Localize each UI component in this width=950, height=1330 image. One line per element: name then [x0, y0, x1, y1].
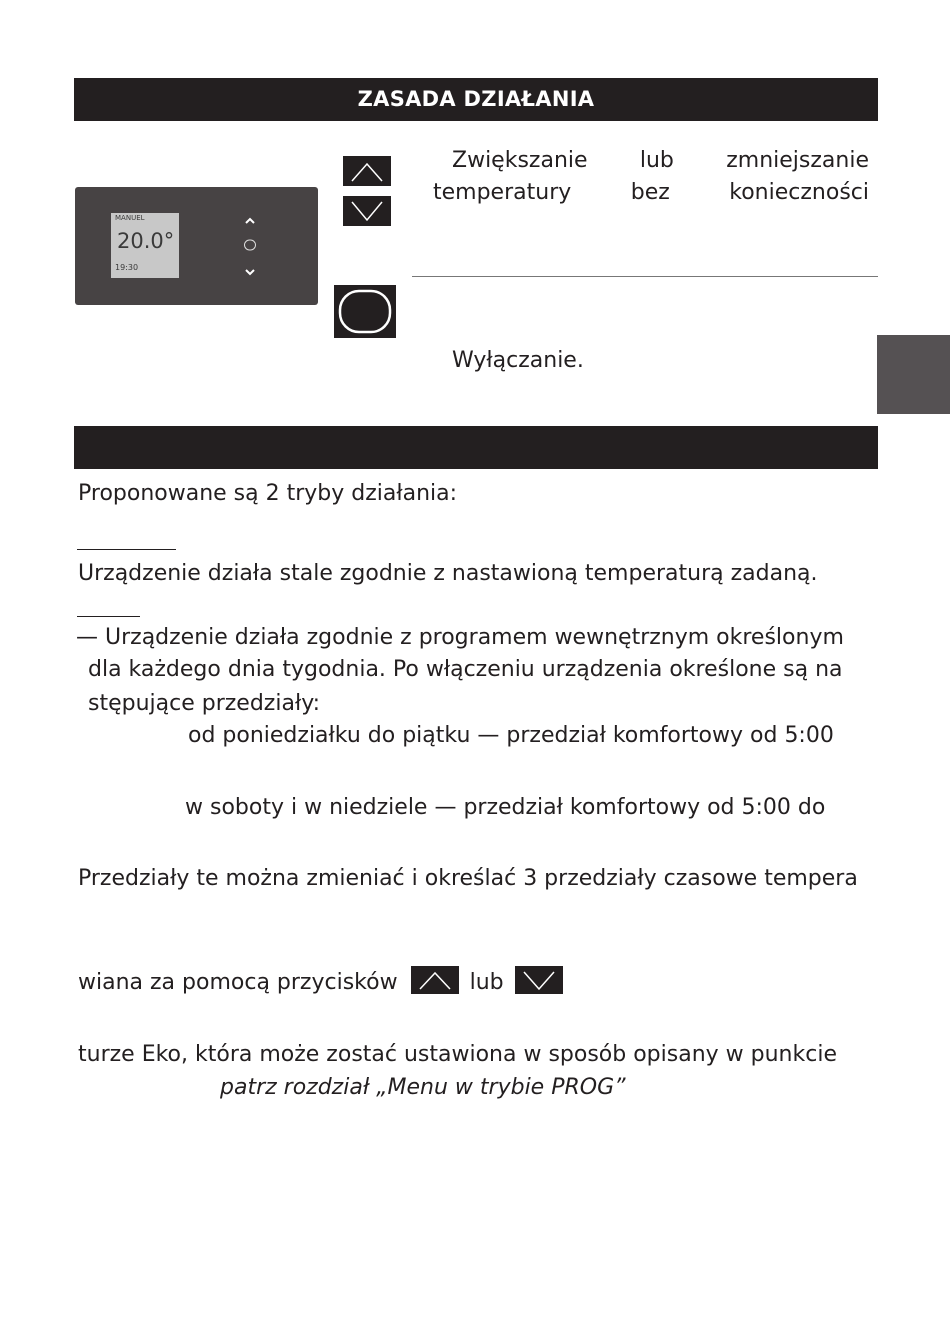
chapter-tab	[877, 335, 950, 414]
or-text: lub	[469, 970, 504, 995]
down-key-icon	[515, 966, 563, 994]
display-time: 19:30	[115, 263, 139, 272]
buttons-line	[78, 967, 563, 999]
buttons-line-text: wiana za pomocą przycisków	[78, 970, 398, 995]
divider	[412, 276, 878, 277]
circle-icon	[241, 239, 259, 253]
section-header-zasada	[74, 78, 878, 121]
prog-desc-line1: — Urządzenie działa zgodnie z programem wewnętrznym określonym	[76, 625, 844, 650]
word: Zwiększanie	[452, 148, 588, 173]
weekend-schedule: w soboty i w niedziele — przedział komfortowy od 5:00 do	[185, 795, 826, 820]
section-title: ZASADA DZIAŁANIA	[357, 87, 595, 111]
manual-mode-desc: Urządzenie działa stale zgodnie z nastawioną temperaturą zadaną.	[78, 561, 818, 586]
thermostat-display	[111, 213, 179, 278]
section-header-modes	[74, 426, 878, 469]
word: temperatury	[433, 180, 572, 205]
up-key-icon	[343, 156, 391, 186]
thermostat-illustration	[75, 187, 318, 305]
rule-prog	[77, 616, 140, 617]
power-description: Wyłączanie.	[452, 348, 584, 373]
chevron-up-icon	[241, 214, 259, 228]
word: bez	[630, 180, 670, 205]
updown-description-line2	[433, 177, 869, 209]
prog-desc-line3: stępujące przedziały:	[88, 691, 321, 716]
weekday-schedule: od poniedziałku do piątku — przedział komfortowy od 5:00	[188, 723, 834, 748]
up-key-icon	[411, 966, 459, 994]
prog-desc-line2: dla każdego dnia tygodnia. Po włączeniu urządzenia określone są na	[88, 657, 843, 682]
down-key-icon	[343, 196, 391, 226]
display-temperature: 20.0°	[117, 229, 175, 253]
display-mode: MANUEL	[115, 214, 145, 222]
word: zmniejszanie	[726, 148, 869, 173]
word: konieczności	[729, 180, 869, 205]
eko-line: turze Eko, która może zostać ustawiona w sposób opisany w punkcie	[78, 1042, 837, 1067]
see-reference: patrz rozdział „Menu w trybie PROG”	[220, 1075, 626, 1100]
word: lub	[639, 148, 674, 173]
updown-description-line1	[452, 145, 869, 177]
modes-intro: Proponowane są 2 tryby działania:	[78, 481, 458, 506]
chevron-down-icon	[241, 265, 259, 279]
rule-manual	[77, 549, 176, 550]
power-key-icon	[334, 285, 396, 338]
change-intervals-line: Przedziały te można zmieniać i określać 3 przedziały czasowe tempera	[78, 866, 858, 891]
